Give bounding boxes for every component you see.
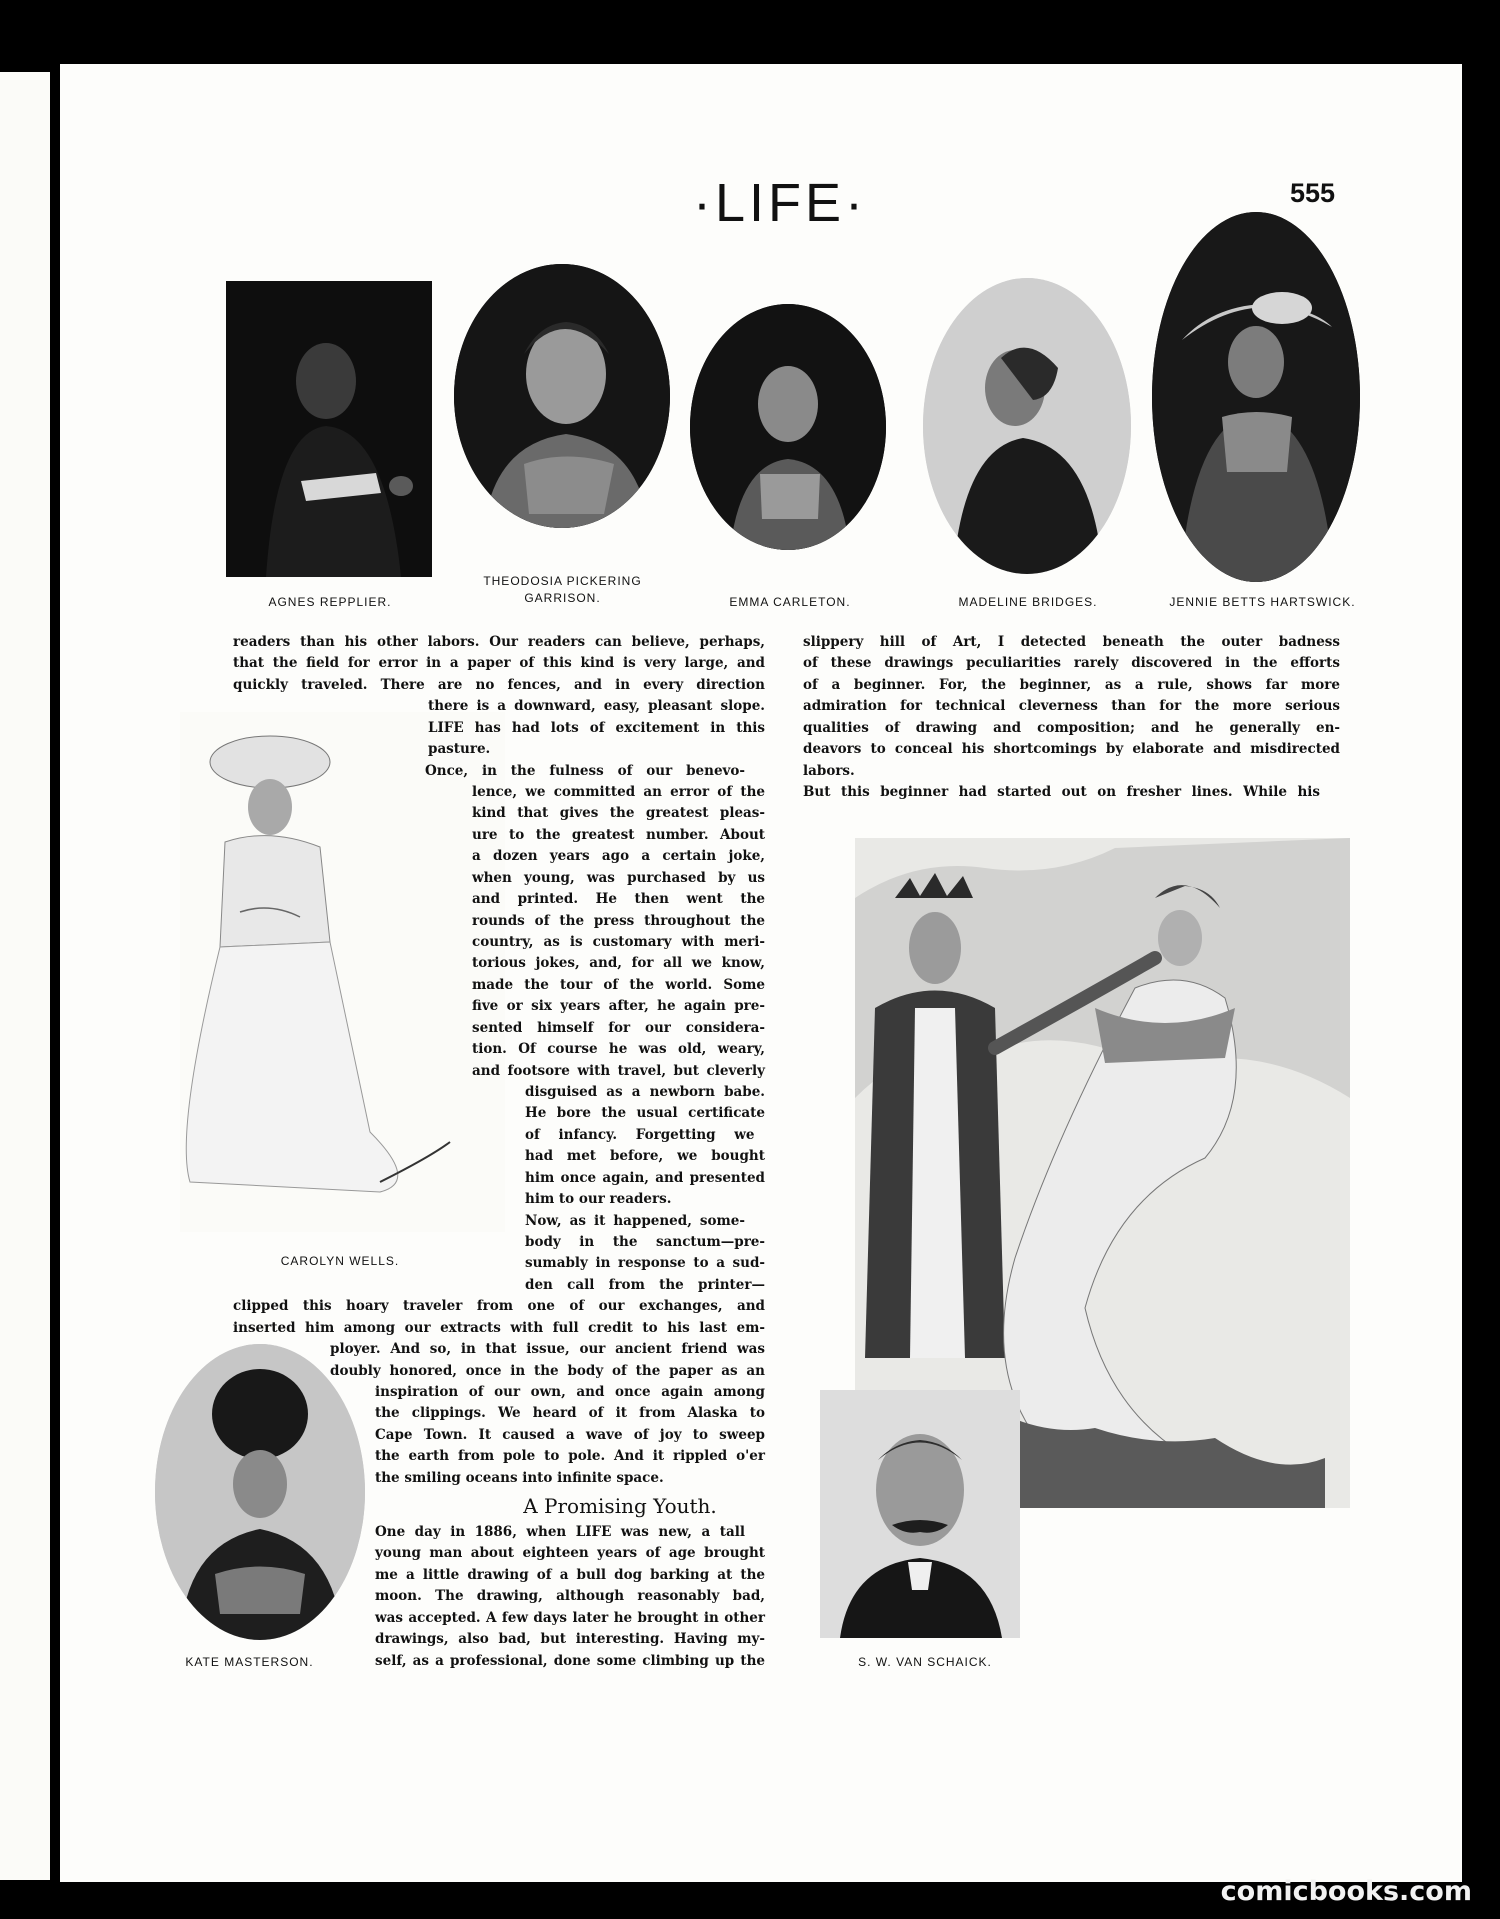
- text-line: sented himself for our considera-: [472, 1020, 765, 1036]
- text-line: when young, was purchased by us: [472, 870, 765, 886]
- caption-s-w-van-schaick: S. W. VAN SCHAICK.: [858, 1655, 992, 1669]
- text-line: doubly honored, once in the body of the paper as an: [330, 1363, 765, 1379]
- portrait-figure: [923, 278, 1131, 574]
- text-line: the clippings. We heard of it from Alaska to: [375, 1405, 765, 1421]
- text-line: sumably in response to a sud-: [525, 1255, 765, 1271]
- text-line: pasture.: [428, 741, 491, 757]
- text-line: torious jokes, and, for all we know,: [472, 955, 765, 971]
- text-line: him to our readers.: [525, 1191, 672, 1207]
- text-line: Once, in the fulness of our benevo-: [425, 763, 745, 779]
- text-line: me a little drawing of a bull dog barking at the: [375, 1567, 765, 1583]
- text-line: young man about eighteen years of age brought: [375, 1545, 765, 1561]
- text-line: inspiration of our own, and once again among: [375, 1384, 765, 1400]
- text-line: that the field for error in a paper of this kind is very large, and: [233, 655, 765, 671]
- text-line: drawings, also bad, but interesting. Having my-: [375, 1631, 765, 1647]
- text-line: him once again, and presented: [525, 1170, 765, 1186]
- section-headline: A Promising Youth.: [523, 1494, 717, 1518]
- portrait-figure: [454, 264, 670, 528]
- portrait-agnes-repplier: [226, 281, 432, 577]
- portrait-theodosia-pickering-garrison: [454, 264, 670, 528]
- text-line: clipped this hoary traveler from one of our exchanges, and: [233, 1298, 765, 1314]
- portrait-figure: [1152, 212, 1360, 582]
- text-line: of these drawings peculiarities rarely discovered in the efforts: [803, 655, 1340, 671]
- portrait-emma-carleton: [690, 304, 886, 550]
- portrait-figure: [690, 304, 886, 550]
- text-line: of infancy. Forgetting we: [525, 1127, 755, 1143]
- text-line: quickly traveled. There are no fences, and in every direction: [233, 677, 765, 693]
- text-line: slippery hill of Art, I detected beneath the outer badness: [803, 634, 1340, 650]
- caption-theodosia-pickering-garrison: [455, 573, 670, 607]
- text-line: there is a downward, easy, pleasant slope.: [428, 698, 765, 714]
- caption-emma-carleton: EMMA CARLETON.: [729, 595, 851, 609]
- caption-madeline-bridges: MADELINE BRIDGES.: [958, 595, 1098, 609]
- text-line: disguised as a newborn babe.: [525, 1084, 765, 1100]
- text-line: readers than his other labors. Our readers can believe, perhaps,: [233, 634, 765, 650]
- text-line: LIFE has had lots of excitement in this: [428, 720, 765, 736]
- text-line: lence, we committed an error of the: [472, 784, 765, 800]
- caption-agnes-repplier: AGNES REPPLIER.: [268, 595, 392, 609]
- caption-carolyn-wells: CAROLYN WELLS.: [280, 1254, 400, 1268]
- portrait-figure: [180, 712, 505, 1232]
- caption-jennie-betts-hartswick: JENNIE BETTS HARTSWICK.: [1169, 595, 1356, 609]
- portrait-figure: [155, 1344, 365, 1640]
- portrait-jennie-betts-hartswick: [1152, 212, 1360, 582]
- text-line: and footsore with travel, but cleverly: [472, 1063, 765, 1079]
- caption-line-1: THEODOSIA PICKERING: [483, 574, 642, 588]
- previous-page-edge: [0, 72, 50, 1880]
- text-line: rounds of the press throughout the: [472, 913, 765, 929]
- portrait-madeline-bridges: [923, 278, 1131, 574]
- text-line: was accepted. A few days later he brought in other: [375, 1610, 765, 1626]
- watermark: comicbooks.com: [1220, 1876, 1472, 1907]
- text-line: But this beginner had started out on fresher lines. While his: [803, 784, 1320, 800]
- text-line: self, as a professional, done some climbing up the: [375, 1653, 765, 1669]
- portrait-carolyn-wells: [180, 712, 505, 1232]
- text-line: body in the sanctum—pre-: [525, 1234, 765, 1250]
- text-line: ure to the greatest number. About: [472, 827, 765, 843]
- text-line: the smiling oceans into infinite space.: [375, 1470, 664, 1486]
- text-line: had met before, we bought: [525, 1148, 765, 1164]
- text-line: a dozen years ago a certain joke,: [472, 848, 765, 864]
- text-line: kind that gives the greatest pleas-: [472, 805, 765, 821]
- caption-line-2: GARRISON.: [524, 591, 601, 605]
- portrait-s-w-van-schaick: [820, 1390, 1020, 1638]
- text-line: ployer. And so, in that issue, our ancient friend was: [330, 1341, 765, 1357]
- text-line: the earth from pole to pole. And it rippled o'er: [375, 1448, 765, 1464]
- text-line: inserted him among our extracts with full credit to his last em-: [233, 1320, 765, 1336]
- text-line: made the tour of the world. Some: [472, 977, 765, 993]
- portrait-kate-masterson: [155, 1344, 365, 1640]
- text-line: One day in 1886, when LIFE was new, a tall: [375, 1524, 745, 1540]
- text-line: admiration for technical cleverness than for the more serious: [803, 698, 1340, 714]
- text-line: moon. The drawing, although reasonably bad,: [375, 1588, 765, 1604]
- text-line: of a beginner. For, the beginner, as a rule, shows far more: [803, 677, 1340, 693]
- text-line: five or six years after, he again pre-: [472, 998, 765, 1014]
- text-line: deavors to conceal his shortcomings by elaborate and misdirected: [803, 741, 1340, 757]
- caption-kate-masterson: KATE MASTERSON.: [185, 1655, 314, 1669]
- text-line: qualities of drawing and composition; and he generally en-: [803, 720, 1340, 736]
- text-line: Cape Town. It caused a wave of joy to sweep: [375, 1427, 765, 1443]
- page-number: 555: [1289, 178, 1335, 208]
- text-line: and printed. He then went the: [472, 891, 765, 907]
- text-line: country, as is customary with meri-: [472, 934, 765, 950]
- text-line: tion. Of course he was old, weary,: [472, 1041, 765, 1057]
- portrait-figure: [226, 281, 432, 577]
- text-line: He bore the usual certificate: [525, 1105, 765, 1121]
- portrait-figure: [820, 1390, 1020, 1638]
- text-line: den call from the printer—: [525, 1277, 765, 1293]
- text-line: labors.: [803, 763, 855, 779]
- masthead-title: ·LIFE·: [692, 173, 867, 233]
- text-line: Now, as it happened, some-: [525, 1213, 745, 1229]
